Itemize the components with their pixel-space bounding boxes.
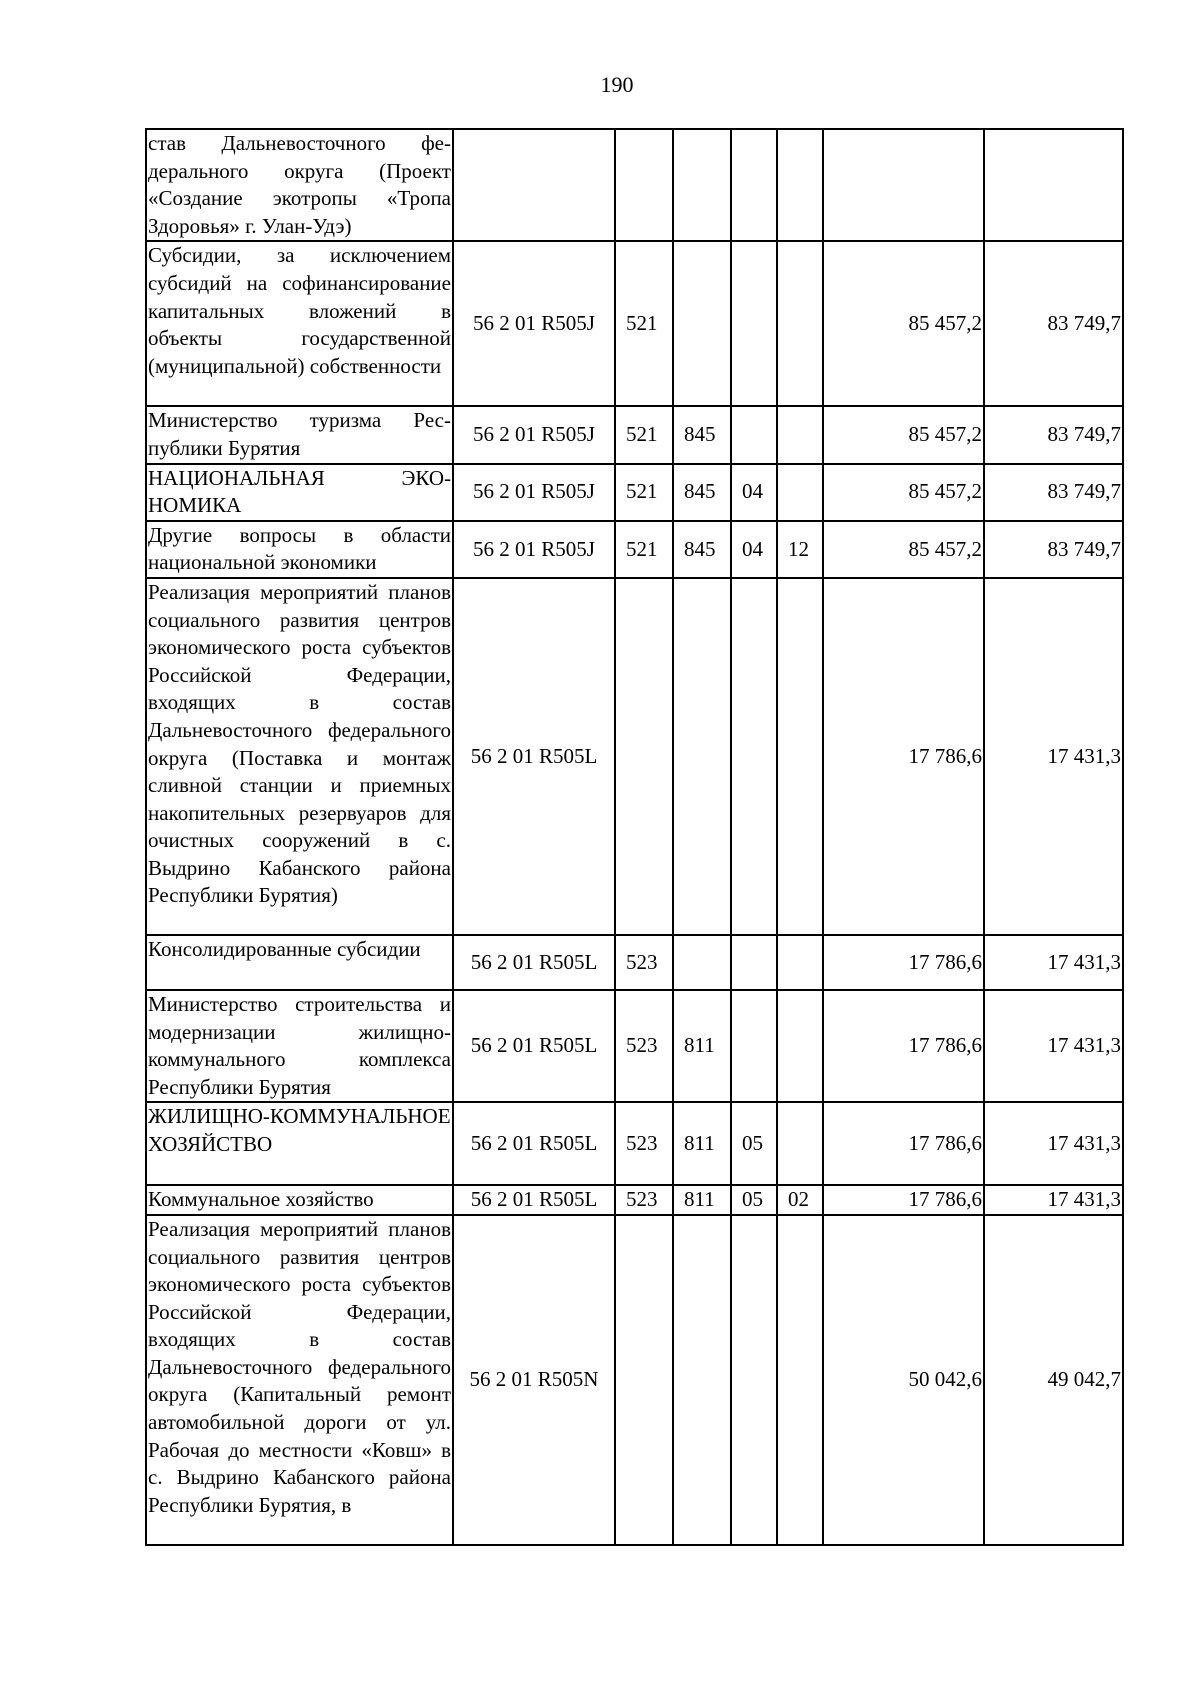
row-name: ЖИЛИЩНО-КОММУНАЛЬНОЕ ХОЗЯЙСТВО [146,1102,453,1185]
row-subsection [777,990,823,1102]
row-target-code: 56 2 01 R505L [453,935,615,990]
row-section [731,129,777,241]
row-section [731,406,777,463]
row-name: Реализация мероприятий планов социального развития центров экономического роста субъектов Российской Федерации, входящих в состав Дальневосточного федерального округа (Поставка и монтаж сливной станции и приемных накопительных резервуаров для очистных сооружений в с. Выдрино Кабанского района Республики Бурятия) [146,578,453,935]
row-ministry-code: 845 [673,464,731,521]
row-ministry-code: 845 [673,406,731,463]
row-subsection [777,406,823,463]
row-name: Субсидии, за исключением субсидий на софинансирование капитальных вложений в объекты государственной (муниципальной) собственности [146,241,453,406]
row-name: Другие вопросы в области национальной экономики [146,521,453,578]
row-section: 05 [731,1102,777,1185]
row-section [731,990,777,1102]
row-section [731,1215,777,1545]
row-target-code: 56 2 01 R505L [453,990,615,1102]
table-row [146,241,1123,406]
table-row [146,990,1123,1102]
row-name: Министерство строительства и модернизации жилищно-коммунального комплекса Республики Бурятия [146,990,453,1102]
budget-table [145,128,1124,1546]
row-expense-type [615,578,673,935]
row-expense-type: 523 [615,935,673,990]
row-expense-type: 521 [615,521,673,578]
row-subsection [777,1102,823,1185]
row-target-code: 56 2 01 R505J [453,464,615,521]
row-amount-2: 83 749,7 [984,241,1123,406]
row-amount-1: 17 786,6 [823,578,984,935]
row-amount-2 [984,129,1123,241]
row-section: 04 [731,464,777,521]
row-subsection [777,129,823,241]
row-target-code: 56 2 01 R505J [453,406,615,463]
row-amount-2: 49 042,7 [984,1215,1123,1545]
row-section: 05 [731,1185,777,1215]
row-amount-2: 17 431,3 [984,1185,1123,1215]
row-amount-2: 83 749,7 [984,406,1123,463]
row-expense-type: 523 [615,1185,673,1215]
row-target-code: 56 2 01 R505L [453,578,615,935]
table-row [146,464,1123,521]
row-expense-type [615,129,673,241]
row-target-code: 56 2 01 R505L [453,1185,615,1215]
row-ministry-code [673,578,731,935]
row-name: Консолидированные субсидии [146,935,453,990]
table-row [146,578,1123,935]
row-target-code [453,129,615,241]
row-amount-1: 85 457,2 [823,521,984,578]
row-ministry-code: 811 [673,990,731,1102]
row-ministry-code: 811 [673,1185,731,1215]
table-row [146,935,1123,990]
row-amount-2: 17 431,3 [984,990,1123,1102]
row-ministry-code: 811 [673,1102,731,1185]
row-section [731,241,777,406]
budget-table-body [146,129,1123,1545]
row-amount-2: 17 431,3 [984,578,1123,935]
row-expense-type: 521 [615,464,673,521]
row-name: НАЦИОНАЛЬНАЯ ЭКОНОМИКА [146,464,453,521]
row-expense-type: 523 [615,990,673,1102]
row-expense-type: 521 [615,406,673,463]
row-amount-1: 85 457,2 [823,464,984,521]
table-row [146,129,1123,241]
row-subsection [777,935,823,990]
page-number: 190 [600,72,634,97]
row-amount-2: 83 749,7 [984,464,1123,521]
row-target-code: 56 2 01 R505L [453,1102,615,1185]
row-subsection: 12 [777,521,823,578]
row-ministry-code: 845 [673,521,731,578]
table-row [146,1185,1123,1215]
row-subsection [777,464,823,521]
row-name: Реализация мероприятий планов социального развития центров экономического роста субъектов Российской Федерации, входящих в состав Дальневосточного федерального округа (Капитальный ремонт автомобильной дороги от ул. Рабочая до местности «Ковш» в с. Выдрино Кабанского района Республики Бурятия, в [146,1215,453,1545]
row-amount-1: 85 457,2 [823,406,984,463]
row-amount-1: 17 786,6 [823,990,984,1102]
table-row [146,1102,1123,1185]
row-expense-type: 521 [615,241,673,406]
row-amount-1 [823,129,984,241]
row-expense-type [615,1215,673,1545]
row-subsection [777,578,823,935]
row-target-code: 56 2 01 R505J [453,241,615,406]
row-ministry-code [673,1215,731,1545]
row-amount-1: 17 786,6 [823,935,984,990]
row-subsection [777,241,823,406]
row-amount-1: 85 457,2 [823,241,984,406]
table-row [146,521,1123,578]
table-row [146,1215,1123,1545]
row-amount-2: 83 749,7 [984,521,1123,578]
row-expense-type: 523 [615,1102,673,1185]
row-section: 04 [731,521,777,578]
row-section [731,578,777,935]
row-amount-1: 50 042,6 [823,1215,984,1545]
row-subsection: 02 [777,1185,823,1215]
row-target-code: 56 2 01 R505J [453,521,615,578]
row-amount-1: 17 786,6 [823,1185,984,1215]
row-amount-1: 17 786,6 [823,1102,984,1185]
row-name: став Дальневосточного федерального округа (Проект «Создание экотропы «Тропа Здоровья» г. Улан-Удэ) [146,129,453,241]
table-row [146,406,1123,463]
row-target-code: 56 2 01 R505N [453,1215,615,1545]
row-name: Министерство туризма Республики Бурятия [146,406,453,463]
row-amount-2: 17 431,3 [984,1102,1123,1185]
row-amount-2: 17 431,3 [984,935,1123,990]
row-name: Коммунальное хозяйство [146,1185,453,1215]
row-ministry-code [673,129,731,241]
row-ministry-code [673,241,731,406]
row-ministry-code [673,935,731,990]
row-section [731,935,777,990]
row-subsection [777,1215,823,1545]
